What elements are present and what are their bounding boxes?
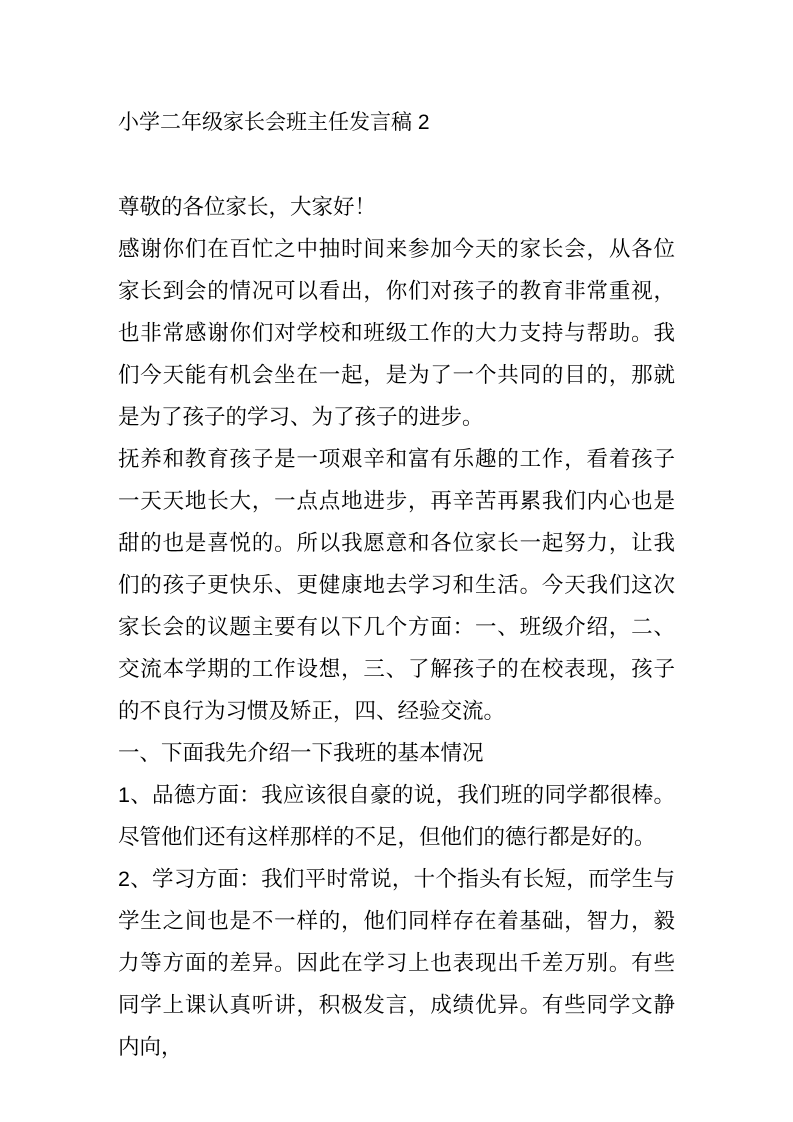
paragraph-thanks: 感谢你们在百忙之中抽时间来参加今天的家长会，从各位家长到会的情况可以看出，你们对孩子的教育非常重视，也非常感谢你们对学校和班级工作的大力支持与帮助。我们今天能有机会坐在一起，是为了一个共同的目的，那就是为了孩子的学习、为了孩子的进步。 (118, 237, 675, 429)
paragraph-item-study: 2、学习方面：我们平时常说，十个指头有长短，而学生与学生之间也是不一样的，他们同样存在着基础，智力，毅力等方面的差异。因此在学习上也表现出千差万别。有些同学上课认真听讲，积极发言，成绩优异。有些同学文静内向， (118, 867, 675, 1059)
paragraph-section-heading-class-intro: 一、下面我先介绍一下我班的基本情况 (118, 741, 484, 765)
paragraph-greeting: 尊敬的各位家长，大家好！ (118, 195, 377, 219)
page-title: 小学二年级家长会班主任发言稿 2 (118, 111, 430, 134)
paragraph-item-morality: 1、品德方面：我应该很自豪的说，我们班的同学都很棒。尽管他们还有这样那样的不足，但他们的德行都是好的。 (118, 783, 675, 849)
paragraph-meeting-agenda: 抚养和教育孩子是一项艰辛和富有乐趣的工作，看着孩子一天天地长大，一点点地进步，再辛苦再累我们内心也是甜的也是喜悦的。所以我愿意和各位家长一起努力，让我们的孩子更快乐、更健康地去学习和生活。今天我们这次家长会的议题主要有以下几个方面：一、班级介绍，二、交流本学期的工作设想，三、了解孩子的在校表现，孩子的不良行为习惯及矫正，四、经验交流。 (118, 447, 675, 723)
document-content (118, 102, 675, 1068)
